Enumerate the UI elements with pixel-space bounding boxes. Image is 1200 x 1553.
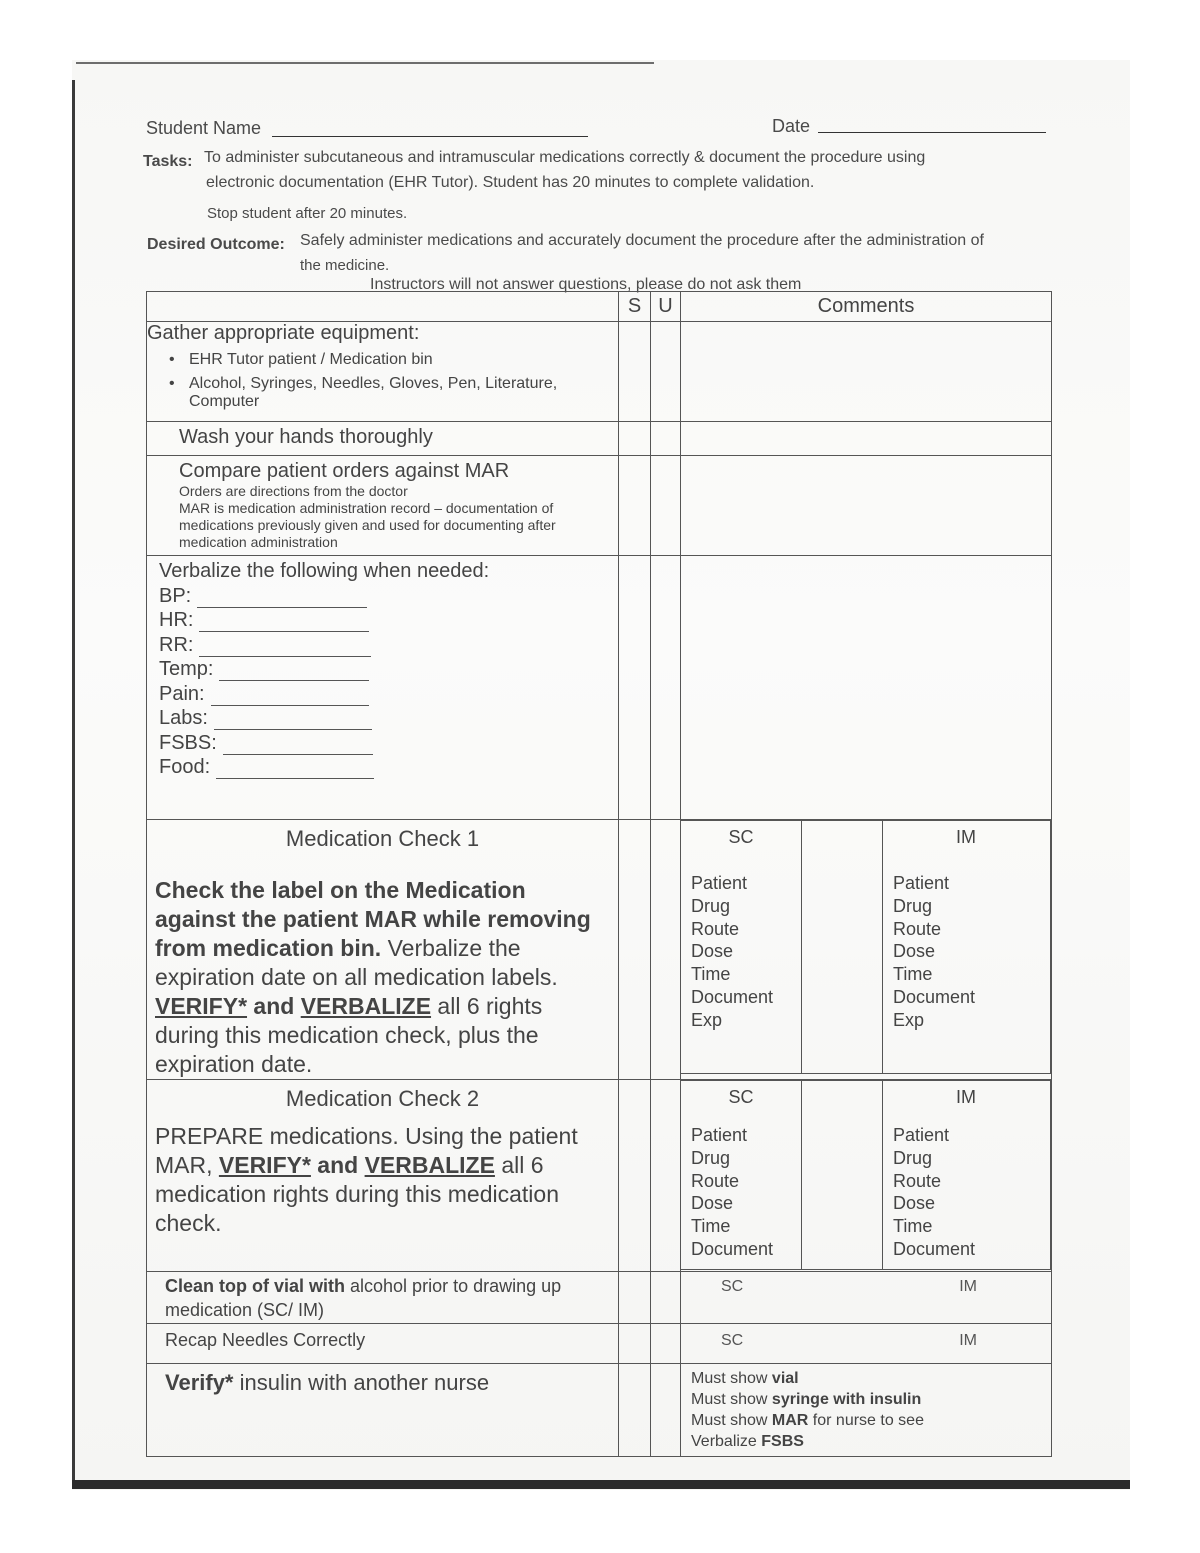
comments-cell[interactable] (681, 322, 1052, 422)
middle-column (802, 1081, 883, 1270)
clean-vial-text: alcohol prior to drawing up medication (SC/ IM) (165, 1276, 562, 1320)
vital-line[interactable] (223, 736, 373, 755)
must-text: Verbalize (691, 1433, 762, 1450)
vital-label: Pain: (159, 682, 205, 705)
med-check1-rights (681, 820, 1051, 1074)
left-edge (72, 80, 75, 1485)
right-item: Dose (893, 1193, 936, 1214)
med-check2-text1: PREPARE medications. Using the patient MAR, (155, 1123, 578, 1178)
u-cell[interactable] (651, 556, 681, 820)
u-cell[interactable] (651, 1364, 681, 1457)
row-compare (147, 456, 1052, 556)
vital-label: RR: (159, 633, 194, 656)
vital-line[interactable] (219, 662, 369, 681)
verbalize-title: Verbalize the following when needed: (159, 560, 490, 582)
comments-cell[interactable] (681, 556, 1052, 820)
u-cell[interactable] (651, 422, 681, 456)
row-clean-vial (147, 1272, 1052, 1324)
right-item: Document (893, 986, 976, 1007)
gather-title: Gather appropriate equipment: (147, 322, 420, 344)
row-gather (147, 322, 1052, 422)
comments-cell[interactable] (681, 422, 1052, 456)
comments-header: Comments (681, 292, 1052, 322)
must-show-vial (691, 1368, 1041, 1389)
med-check1-cell (147, 820, 619, 1080)
im-header: IM (956, 827, 976, 847)
right-item: Route (691, 918, 740, 939)
vital-pain (159, 681, 618, 706)
right-item: Document (691, 1238, 774, 1259)
vital-labs (159, 706, 618, 731)
right-item: Document (691, 986, 774, 1007)
gather-item: • Alcohol, Syringes, Needles, Gloves, Pen, Literature, Computer (167, 375, 618, 411)
compare-cell (147, 456, 619, 556)
stop-note: Stop student after 20 minutes. (207, 205, 408, 222)
clean-vial-comments[interactable] (681, 1272, 1052, 1324)
row-recap (147, 1324, 1052, 1364)
vital-label: Temp: (159, 658, 214, 680)
verbalize-fsbs (691, 1431, 1041, 1452)
s-cell[interactable] (619, 456, 651, 556)
sc-label: SC (721, 1278, 744, 1295)
right-item: Drug (893, 1147, 933, 1168)
col-s-header: S (619, 292, 651, 322)
u-cell[interactable] (651, 322, 681, 422)
must-show-mar (691, 1410, 1041, 1431)
s-cell[interactable] (619, 820, 651, 1080)
verbalize-cell (147, 556, 619, 820)
row-insulin (147, 1364, 1052, 1457)
insulin-text: insulin with another nurse (233, 1370, 490, 1395)
s-cell[interactable] (619, 556, 651, 820)
right-item: Patient (691, 873, 748, 893)
vital-label: BP: (159, 584, 192, 607)
compare-title: Compare patient orders against MAR (179, 460, 510, 482)
and-text: and (247, 993, 301, 1019)
must-bold: MAR (771, 1412, 809, 1429)
med-check2-cell (147, 1080, 619, 1272)
vital-label: HR: (159, 609, 194, 631)
med-check2-title: Medication Check 2 (285, 1086, 480, 1111)
must-text: Must show (691, 1412, 772, 1429)
im-column (883, 1081, 1051, 1270)
vital-line[interactable] (199, 613, 369, 632)
vital-rr (159, 632, 618, 657)
verify-text: VERIFY* (218, 1152, 311, 1178)
med-check1-title: Medication Check 1 (285, 826, 480, 851)
im-header: IM (956, 1087, 976, 1107)
sc-header: SC (728, 827, 754, 847)
gather-item: • EHR Tutor patient / Medication bin (167, 351, 618, 369)
top-rule (76, 62, 654, 64)
right-item: Drug (893, 895, 933, 916)
vital-label: Food: (159, 756, 211, 778)
med-check2-text (147, 1122, 618, 1238)
im-label: IM (959, 1278, 977, 1295)
med-check1-text (147, 876, 618, 1079)
tasks-line1: To administer subcutaneous and intramuscular medications correctly & document the procedure using (204, 149, 926, 166)
date-line[interactable] (818, 132, 1046, 133)
row-med-check-1 (147, 820, 1052, 1080)
right-item: Dose (691, 1193, 734, 1214)
right-item: Route (691, 1170, 740, 1191)
right-item: Exp (691, 1009, 723, 1030)
comments-cell[interactable] (681, 456, 1052, 556)
sc-label: SC (721, 1332, 744, 1349)
right-item: Exp (893, 1009, 925, 1030)
s-cell[interactable] (619, 322, 651, 422)
gather-list (147, 351, 618, 411)
outcome-line1: Safely administer medications and accurately document the procedure after the administration of (300, 232, 984, 249)
vital-line[interactable] (197, 589, 367, 608)
compare-note-mar: MAR is medication administration record – documentation of medications previously given and used for documenting after medication administration (179, 500, 556, 550)
outcome-line2: the medicine. (300, 257, 390, 274)
tasks-label: Tasks: (143, 153, 193, 170)
s-cell[interactable] (619, 1364, 651, 1457)
u-cell[interactable] (651, 1080, 681, 1272)
sc-column (681, 1081, 802, 1270)
u-cell[interactable] (651, 1324, 681, 1364)
right-item: Time (893, 964, 933, 985)
right-item: Time (691, 964, 731, 985)
right-item: Time (691, 1216, 731, 1237)
must-show-syringe (691, 1389, 1041, 1410)
row-med-check-2 (147, 1080, 1052, 1272)
insulin-requirements (681, 1364, 1051, 1456)
gather-cell (147, 322, 619, 422)
vital-label: Labs: (159, 707, 208, 729)
im-column (883, 821, 1051, 1074)
insulin-comments (681, 1364, 1052, 1457)
header-row (147, 292, 1052, 322)
student-name-label: Student Name (146, 118, 262, 138)
must-bold: FSBS (761, 1433, 804, 1450)
outcome-label: Desired Outcome: (147, 236, 285, 253)
s-cell[interactable] (619, 1324, 651, 1364)
vital-line[interactable] (216, 760, 374, 779)
right-item: Route (893, 1170, 942, 1191)
recap-comments[interactable] (681, 1324, 1052, 1364)
med-check2-text2: all 6 medication rights during this medication check. (155, 1152, 559, 1236)
right-item: Route (893, 918, 942, 939)
validation-table (146, 291, 1052, 1457)
verbalize-text: VERBALIZE (364, 1152, 495, 1178)
verify-text: VERIFY* (155, 993, 248, 1019)
right-item: Patient (691, 1125, 748, 1145)
col-u-header: U (651, 292, 681, 322)
row-verbalize (147, 556, 1052, 820)
date-label: Date (772, 116, 811, 136)
s-cell[interactable] (619, 1272, 651, 1324)
row-wash (147, 422, 1052, 456)
header-task-cell (147, 292, 619, 322)
right-item: Dose (893, 941, 936, 962)
u-cell[interactable] (651, 1272, 681, 1324)
right-item: Drug (691, 1147, 731, 1168)
and-text: and (310, 1152, 365, 1178)
instructors-note: Instructors will not answer questions, please do not ask them (370, 276, 802, 293)
med-check2-rights (681, 1080, 1051, 1270)
clean-vial-cell (147, 1272, 619, 1324)
u-cell[interactable] (651, 456, 681, 556)
vital-line[interactable] (211, 687, 369, 706)
sc-column (681, 821, 802, 1074)
med-check1-text1: Verbalize the expiration date on all medication labels. (155, 935, 558, 990)
s-cell[interactable] (619, 1080, 651, 1272)
recap-text: Recap Needles Correctly (147, 1324, 619, 1364)
must-text: for nurse to see (808, 1412, 924, 1429)
med-check1-bold: Check the label on the Medication against the patient MAR while removing from medication bin. (155, 877, 591, 961)
vital-line[interactable] (199, 638, 371, 657)
sc-header: SC (728, 1087, 754, 1107)
insulin-bold: Verify* (165, 1370, 234, 1395)
insulin-cell (147, 1364, 619, 1457)
s-cell[interactable] (619, 422, 651, 456)
vital-fsbs (159, 730, 618, 755)
vital-temp (159, 657, 618, 682)
right-item: Time (893, 1216, 933, 1237)
clean-vial-bold: Clean top of vial with (165, 1276, 346, 1296)
wash-text: Wash your hands thoroughly (147, 422, 619, 456)
med-check1-text2: all 6 rights during this medication check, plus the expiration date. (155, 993, 543, 1077)
student-name-line[interactable] (272, 136, 588, 137)
med-check1-rights-cell (681, 820, 1052, 1080)
verbalize-text: VERBALIZE (300, 993, 432, 1019)
vital-bp (159, 583, 618, 608)
right-item: Patient (893, 1125, 950, 1145)
u-cell[interactable] (651, 820, 681, 1080)
middle-column (802, 821, 883, 1074)
vital-hr (159, 608, 618, 633)
bottom-rule (72, 1480, 1130, 1489)
vital-food (159, 755, 618, 780)
im-label: IM (959, 1332, 977, 1349)
tasks-line2: electronic documentation (EHR Tutor). Student has 20 minutes to complete validation. (206, 174, 815, 191)
compare-note-orders: Orders are directions from the doctor (179, 483, 408, 499)
right-item: Drug (691, 895, 731, 916)
vital-label: FSBS: (159, 731, 217, 754)
sc-im-labels (681, 1272, 1051, 1296)
sc-im-labels (681, 1324, 1051, 1350)
must-bold: syringe with insulin (771, 1391, 922, 1408)
right-item: Document (893, 1238, 976, 1259)
med-check2-rights-cell (681, 1080, 1052, 1272)
must-bold: vial (771, 1370, 799, 1387)
must-text: Must show (691, 1391, 772, 1408)
right-item: Dose (691, 941, 734, 962)
must-text: Must show (691, 1370, 772, 1387)
vital-line[interactable] (214, 711, 372, 730)
right-item: Patient (893, 873, 950, 893)
